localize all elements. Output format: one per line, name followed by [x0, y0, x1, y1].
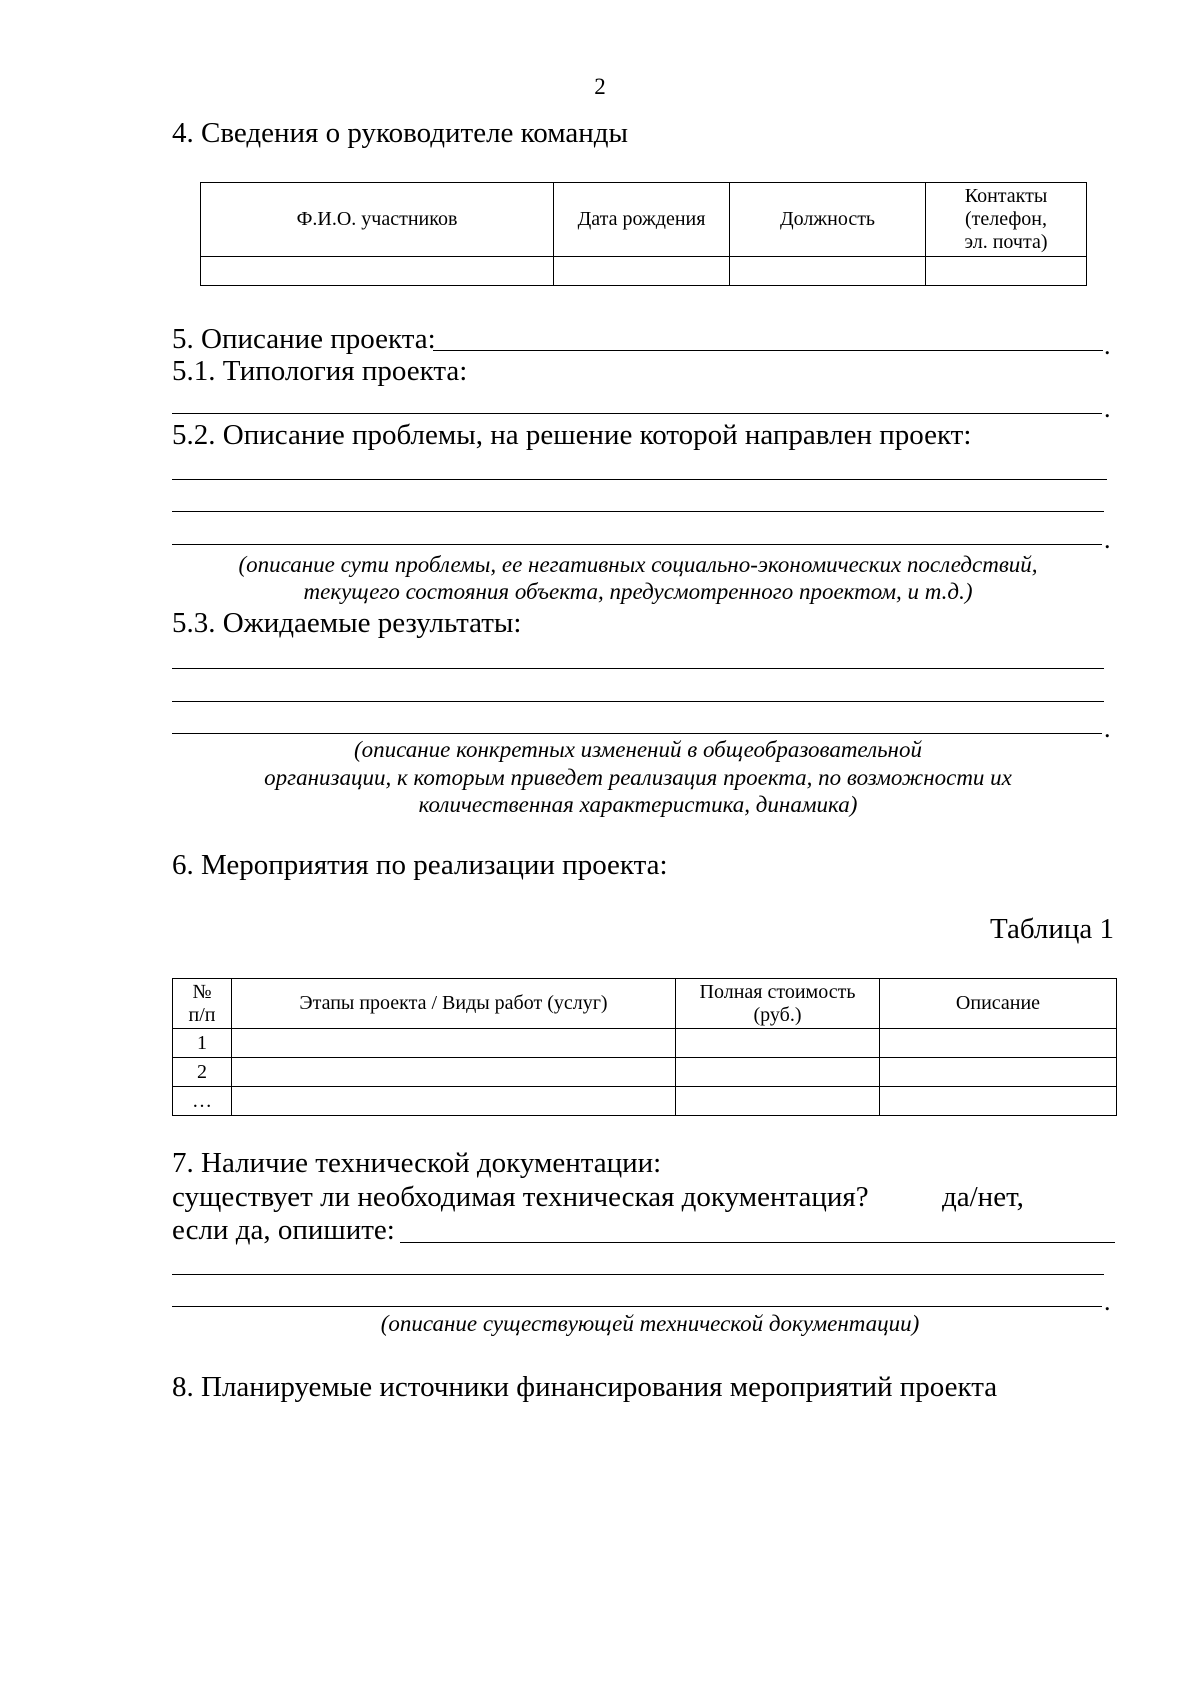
results-note-line-1: (описание конкретных изменений в общеобразовательной [354, 737, 922, 762]
header-contacts-line-2: (телефон, [964, 208, 1048, 230]
cell-cost[interactable] [676, 1029, 880, 1058]
documentation-question: существует ли необходимая техническая документация? [172, 1181, 869, 1213]
cell-description[interactable] [880, 1087, 1117, 1116]
section-4-heading: 4. Сведения о руководителе команды [172, 117, 629, 149]
header-number [173, 979, 232, 1029]
header-stages: Этапы проекта / Виды работ (услуг) [232, 979, 676, 1029]
header-number-line-1: № [192, 980, 212, 1003]
row-number: 1 [173, 1029, 232, 1058]
documentation-note: (описание существующей технической документации) [380, 1311, 920, 1336]
results-note-line-2: организации, к которым приведет реализация проекта, по возможности их [264, 765, 1012, 790]
results-field-line-2[interactable] [172, 701, 1104, 702]
project-description-field[interactable] [433, 350, 1103, 351]
cell-description[interactable] [880, 1029, 1117, 1058]
section-5-3-heading: 5.3. Ожидаемые результаты: [172, 607, 522, 639]
header-description: Описание [880, 979, 1117, 1029]
documentation-field-line-2[interactable] [172, 1274, 1104, 1275]
page-number: 2 [594, 74, 606, 99]
cell-stage[interactable] [232, 1087, 676, 1116]
cell-stage[interactable] [232, 1058, 676, 1087]
cell-contacts[interactable] [926, 257, 1087, 286]
documentation-field-line-1[interactable] [400, 1242, 1115, 1243]
documentation-if-yes-label: если да, опишите: [172, 1214, 395, 1246]
table-row [173, 1029, 1117, 1058]
cell-birth-date[interactable] [554, 257, 730, 286]
table-label: Таблица 1 [989, 913, 1114, 945]
cell-cost[interactable] [676, 1087, 880, 1116]
section-6-heading: 6. Мероприятия по реализации проекта: [172, 849, 668, 881]
activities-table-header [173, 979, 1117, 1029]
cell-stage[interactable] [232, 1029, 676, 1058]
typology-field[interactable] [172, 413, 1102, 414]
header-cost [676, 979, 880, 1029]
section-5-1-heading: 5.1. Типология проекта: [172, 355, 468, 387]
header-contacts-line-3: эл. почта) [964, 231, 1048, 253]
results-note-line-3: количественная характеристика, динамика) [418, 792, 858, 817]
header-cost-line-2: (руб.) [753, 1003, 802, 1026]
cell-cost[interactable] [676, 1058, 880, 1087]
row-number: … [173, 1087, 232, 1116]
results-field-line-1[interactable] [172, 668, 1104, 669]
team-leader-table [200, 182, 1087, 286]
header-cost-line-1: Полная стоимость [699, 980, 856, 1003]
team-leader-table-empty-row [201, 257, 1087, 286]
cell-position[interactable] [730, 257, 926, 286]
problem-note-line-1: (описание сути проблемы, ее негативных социально-экономических последствий, [238, 552, 1038, 577]
header-full-name: Ф.И.О. участников [201, 183, 554, 257]
problem-field-line-3[interactable] [172, 544, 1102, 545]
cell-full-name[interactable] [201, 257, 554, 286]
table-row [173, 1087, 1117, 1116]
header-contacts [926, 183, 1087, 257]
period: . [1104, 1287, 1111, 1316]
documentation-answer[interactable]: да/нет, [942, 1181, 1024, 1213]
project-activities-table [172, 978, 1117, 1116]
section-7-heading: 7. Наличие технической документации: [172, 1147, 662, 1179]
header-contacts-line-1: Контакты [964, 185, 1048, 207]
documentation-field-line-3[interactable] [172, 1306, 1102, 1307]
team-leader-table-header [201, 183, 1087, 257]
problem-field-line-2[interactable] [172, 511, 1104, 512]
cell-description[interactable] [880, 1058, 1117, 1087]
results-field-line-3[interactable] [172, 733, 1102, 734]
table-row [173, 1058, 1117, 1087]
header-number-line-2: п/п [188, 1003, 216, 1026]
header-position: Должность [730, 183, 926, 257]
section-5-heading: 5. Описание проекта: [172, 323, 436, 355]
period: . [1104, 394, 1111, 423]
period: . [1104, 331, 1111, 360]
header-birth-date: Дата рождения [554, 183, 730, 257]
problem-note-line-2: текущего состояния объекта, предусмотренного проектом, и т.д.) [303, 579, 973, 604]
section-8-heading: 8. Планируемые источники финансирования мероприятий проекта [172, 1371, 998, 1403]
row-number: 2 [173, 1058, 232, 1087]
problem-field-line-1[interactable] [172, 479, 1107, 480]
period: . [1104, 714, 1111, 743]
period: . [1104, 525, 1111, 554]
section-5-2-heading: 5.2. Описание проблемы, на решение которой направлен проект: [172, 419, 972, 451]
